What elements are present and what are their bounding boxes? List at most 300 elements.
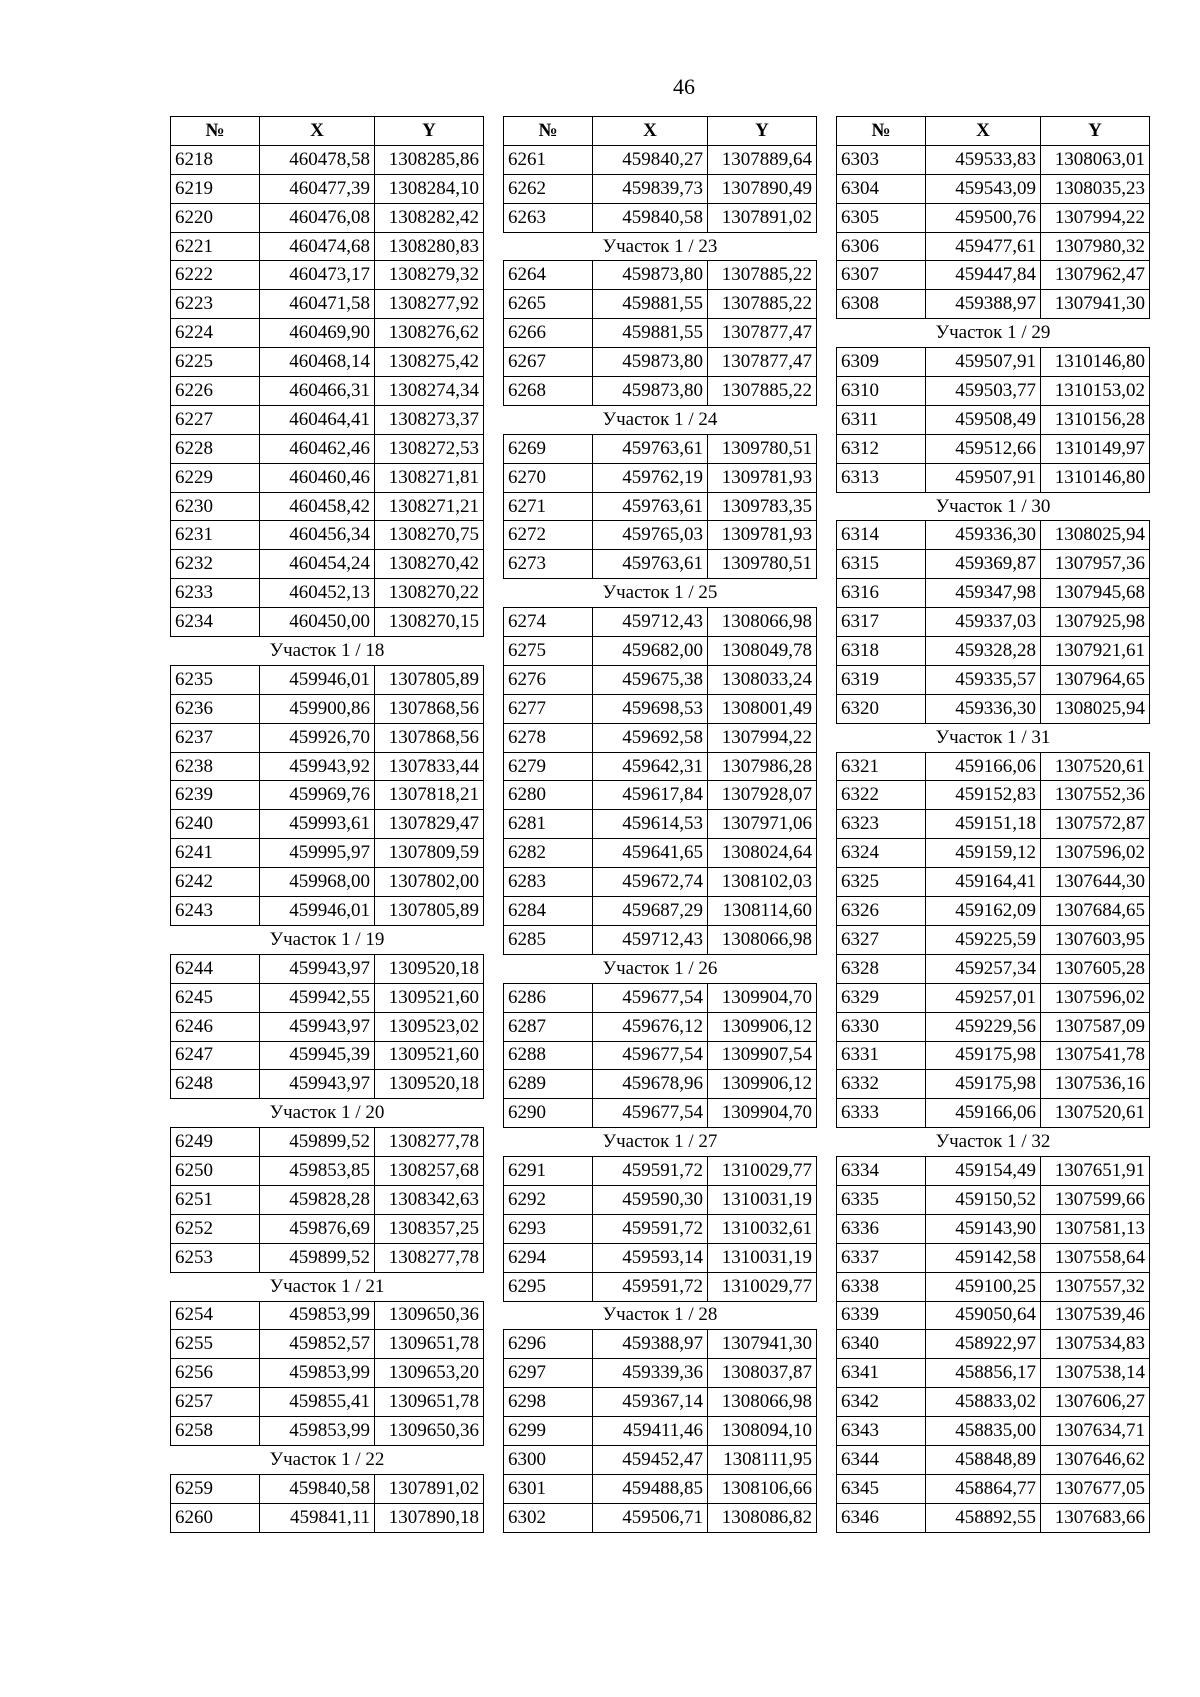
point-number: 6225 <box>171 348 260 377</box>
section-title: Участок 1 / 26 <box>504 954 817 983</box>
y-coordinate: 1307877,47 <box>708 319 817 348</box>
table-row <box>171 319 484 348</box>
table-row <box>171 550 484 579</box>
x-coordinate: 459763,61 <box>593 550 708 579</box>
y-coordinate: 1309650,36 <box>375 1301 484 1330</box>
table-row <box>504 1445 817 1474</box>
table-row <box>171 810 484 839</box>
y-coordinate: 1308357,25 <box>375 1214 484 1243</box>
y-coordinate: 1308066,98 <box>708 925 817 954</box>
y-coordinate: 1308037,87 <box>708 1359 817 1388</box>
x-coordinate: 459150,52 <box>926 1185 1041 1214</box>
x-coordinate: 459506,71 <box>593 1503 708 1532</box>
x-coordinate: 460460,46 <box>260 463 375 492</box>
point-number: 6322 <box>837 781 926 810</box>
table-row <box>171 897 484 926</box>
section-title: Участок 1 / 19 <box>171 925 484 954</box>
section-title: Участок 1 / 28 <box>504 1301 817 1330</box>
y-coordinate: 1307651,91 <box>1041 1157 1150 1186</box>
x-coordinate: 459543,09 <box>926 174 1041 203</box>
y-coordinate: 1307890,49 <box>708 174 817 203</box>
table-header-row <box>837 117 1150 146</box>
x-coordinate: 459175,98 <box>926 1041 1041 1070</box>
table-row <box>171 463 484 492</box>
point-number: 6303 <box>837 145 926 174</box>
x-coordinate: 459642,31 <box>593 752 708 781</box>
point-number: 6244 <box>171 954 260 983</box>
point-number: 6273 <box>504 550 593 579</box>
table-row <box>171 348 484 377</box>
x-coordinate: 459943,97 <box>260 954 375 983</box>
point-number: 6279 <box>504 752 593 781</box>
x-coordinate: 459900,86 <box>260 694 375 723</box>
table-row <box>504 723 817 752</box>
x-coordinate: 459162,09 <box>926 897 1041 926</box>
point-number: 6275 <box>504 637 593 666</box>
x-coordinate: 460469,90 <box>260 319 375 348</box>
x-coordinate: 459151,18 <box>926 810 1041 839</box>
y-coordinate: 1307683,66 <box>1041 1503 1150 1532</box>
table-row <box>171 1128 484 1157</box>
table-row <box>504 203 817 232</box>
table-row <box>171 174 484 203</box>
y-coordinate: 1307885,22 <box>708 290 817 319</box>
table-row <box>171 145 484 174</box>
point-number: 6278 <box>504 723 593 752</box>
y-coordinate: 1308271,21 <box>375 492 484 521</box>
x-coordinate: 459388,97 <box>926 290 1041 319</box>
table-row <box>171 434 484 463</box>
y-coordinate: 1309780,51 <box>708 550 817 579</box>
point-number: 6228 <box>171 434 260 463</box>
y-coordinate: 1310029,77 <box>708 1157 817 1186</box>
x-coordinate: 459328,28 <box>926 637 1041 666</box>
y-coordinate: 1307634,71 <box>1041 1417 1150 1446</box>
section-title: Участок 1 / 32 <box>837 1128 1150 1157</box>
table-row <box>504 145 817 174</box>
section-row <box>171 925 484 954</box>
y-coordinate: 1310146,80 <box>1041 463 1150 492</box>
y-coordinate: 1308066,98 <box>708 1388 817 1417</box>
point-number: 6301 <box>504 1474 593 1503</box>
section-row <box>504 232 817 261</box>
x-coordinate: 460477,39 <box>260 174 375 203</box>
table-row <box>837 1185 1150 1214</box>
point-number: 6316 <box>837 579 926 608</box>
point-number: 6237 <box>171 723 260 752</box>
x-coordinate: 460454,24 <box>260 550 375 579</box>
x-coordinate: 459687,29 <box>593 897 708 926</box>
y-coordinate: 1308284,10 <box>375 174 484 203</box>
point-number: 6282 <box>504 839 593 868</box>
section-title: Участок 1 / 30 <box>837 492 1150 521</box>
table-row <box>837 145 1150 174</box>
point-number: 6229 <box>171 463 260 492</box>
x-coordinate: 458864,77 <box>926 1474 1041 1503</box>
table-row <box>837 954 1150 983</box>
point-number: 6248 <box>171 1070 260 1099</box>
x-coordinate: 459841,11 <box>260 1503 375 1532</box>
y-coordinate: 1309651,78 <box>375 1330 484 1359</box>
point-number: 6233 <box>171 579 260 608</box>
x-coordinate: 459840,58 <box>593 203 708 232</box>
y-coordinate: 1310156,28 <box>1041 405 1150 434</box>
point-number: 6331 <box>837 1041 926 1070</box>
y-coordinate: 1309781,93 <box>708 521 817 550</box>
point-number: 6254 <box>171 1301 260 1330</box>
y-coordinate: 1308279,32 <box>375 261 484 290</box>
x-coordinate: 459946,01 <box>260 897 375 926</box>
section-row <box>837 319 1150 348</box>
y-coordinate: 1307945,68 <box>1041 579 1150 608</box>
point-number: 6276 <box>504 665 593 694</box>
table-row <box>837 608 1150 637</box>
y-coordinate: 1309904,70 <box>708 983 817 1012</box>
point-number: 6328 <box>837 954 926 983</box>
x-coordinate: 459692,58 <box>593 723 708 752</box>
x-coordinate: 459335,57 <box>926 665 1041 694</box>
y-coordinate: 1307986,28 <box>708 752 817 781</box>
table-row <box>837 868 1150 897</box>
x-coordinate: 458892,55 <box>926 1503 1041 1532</box>
section-title: Участок 1 / 31 <box>837 723 1150 752</box>
table-row <box>837 550 1150 579</box>
table-row <box>837 1330 1150 1359</box>
table-row <box>171 1214 484 1243</box>
section-title: Участок 1 / 24 <box>504 405 817 434</box>
x-coordinate: 459617,84 <box>593 781 708 810</box>
y-coordinate: 1308275,42 <box>375 348 484 377</box>
table-row <box>837 983 1150 1012</box>
y-coordinate: 1310032,61 <box>708 1214 817 1243</box>
point-number: 6341 <box>837 1359 926 1388</box>
y-coordinate: 1308257,68 <box>375 1157 484 1186</box>
y-coordinate: 1308033,24 <box>708 665 817 694</box>
section-title: Участок 1 / 18 <box>171 637 484 666</box>
table-row <box>504 1474 817 1503</box>
y-coordinate: 1307885,22 <box>708 377 817 406</box>
table-row <box>171 983 484 1012</box>
header-number: № <box>504 117 593 146</box>
y-coordinate: 1307539,46 <box>1041 1301 1150 1330</box>
section-row <box>837 1128 1150 1157</box>
point-number: 6345 <box>837 1474 926 1503</box>
x-coordinate: 459257,34 <box>926 954 1041 983</box>
y-coordinate: 1308114,60 <box>708 897 817 926</box>
x-coordinate: 459969,76 <box>260 781 375 810</box>
table-row <box>171 1243 484 1272</box>
point-number: 6343 <box>837 1417 926 1446</box>
x-coordinate: 459943,92 <box>260 752 375 781</box>
point-number: 6309 <box>837 348 926 377</box>
y-coordinate: 1307644,30 <box>1041 868 1150 897</box>
y-coordinate: 1307572,87 <box>1041 810 1150 839</box>
x-coordinate: 460466,31 <box>260 377 375 406</box>
table-row <box>504 839 817 868</box>
y-coordinate: 1308106,66 <box>708 1474 817 1503</box>
y-coordinate: 1308111,95 <box>708 1445 817 1474</box>
point-number: 6330 <box>837 1012 926 1041</box>
point-number: 6327 <box>837 925 926 954</box>
x-coordinate: 459946,01 <box>260 665 375 694</box>
x-coordinate: 459152,83 <box>926 781 1041 810</box>
table-row <box>504 665 817 694</box>
x-coordinate: 459143,90 <box>926 1214 1041 1243</box>
point-number: 6270 <box>504 463 593 492</box>
x-coordinate: 459765,03 <box>593 521 708 550</box>
header-number: № <box>837 117 926 146</box>
table-row <box>504 377 817 406</box>
x-coordinate: 459336,30 <box>926 521 1041 550</box>
table-row <box>504 261 817 290</box>
point-number: 6302 <box>504 1503 593 1532</box>
point-number: 6321 <box>837 752 926 781</box>
section-row <box>504 1128 817 1157</box>
table-row <box>171 1070 484 1099</box>
coordinates-table-left <box>170 116 484 1533</box>
point-number: 6281 <box>504 810 593 839</box>
table-row <box>504 1388 817 1417</box>
y-coordinate: 1307928,07 <box>708 781 817 810</box>
table-row <box>504 608 817 637</box>
x-coordinate: 459347,98 <box>926 579 1041 608</box>
table-row <box>837 1070 1150 1099</box>
y-coordinate: 1307971,06 <box>708 810 817 839</box>
x-coordinate: 459855,41 <box>260 1388 375 1417</box>
y-coordinate: 1307994,22 <box>1041 203 1150 232</box>
table-row <box>171 1359 484 1388</box>
table-row <box>171 781 484 810</box>
y-coordinate: 1307829,47 <box>375 810 484 839</box>
section-row <box>171 1272 484 1301</box>
table-row <box>504 463 817 492</box>
table-row <box>504 1070 817 1099</box>
y-coordinate: 1308277,92 <box>375 290 484 319</box>
point-number: 6266 <box>504 319 593 348</box>
table-row <box>504 290 817 319</box>
x-coordinate: 460474,68 <box>260 232 375 261</box>
section-row <box>504 954 817 983</box>
y-coordinate: 1308094,10 <box>708 1417 817 1446</box>
point-number: 6242 <box>171 868 260 897</box>
table-row <box>504 694 817 723</box>
table-row <box>504 348 817 377</box>
section-title: Участок 1 / 21 <box>171 1272 484 1301</box>
table-row <box>171 608 484 637</box>
table-row <box>171 203 484 232</box>
table-row <box>504 868 817 897</box>
table-row <box>171 665 484 694</box>
y-coordinate: 1307891,02 <box>708 203 817 232</box>
x-coordinate: 459336,30 <box>926 694 1041 723</box>
point-number: 6226 <box>171 377 260 406</box>
table-row <box>171 290 484 319</box>
x-coordinate: 459678,96 <box>593 1070 708 1099</box>
table-row <box>837 377 1150 406</box>
x-coordinate: 459853,85 <box>260 1157 375 1186</box>
x-coordinate: 459682,00 <box>593 637 708 666</box>
y-coordinate: 1307957,36 <box>1041 550 1150 579</box>
point-number: 6265 <box>504 290 593 319</box>
coordinates-table-middle <box>503 116 817 1533</box>
section-title: Участок 1 / 25 <box>504 579 817 608</box>
x-coordinate: 459677,54 <box>593 1099 708 1128</box>
y-coordinate: 1309520,18 <box>375 954 484 983</box>
y-coordinate: 1309907,54 <box>708 1041 817 1070</box>
section-title: Участок 1 / 20 <box>171 1099 484 1128</box>
y-coordinate: 1307868,56 <box>375 723 484 752</box>
table-row <box>171 752 484 781</box>
table-row <box>837 434 1150 463</box>
x-coordinate: 459447,84 <box>926 261 1041 290</box>
table-row <box>504 1012 817 1041</box>
point-number: 6338 <box>837 1272 926 1301</box>
x-coordinate: 459166,06 <box>926 1099 1041 1128</box>
point-number: 6334 <box>837 1157 926 1186</box>
x-coordinate: 459926,70 <box>260 723 375 752</box>
point-number: 6252 <box>171 1214 260 1243</box>
table-row <box>837 925 1150 954</box>
y-coordinate: 1309650,36 <box>375 1417 484 1446</box>
x-coordinate: 459943,97 <box>260 1070 375 1099</box>
y-coordinate: 1309521,60 <box>375 1041 484 1070</box>
table-row <box>504 1214 817 1243</box>
y-coordinate: 1310153,02 <box>1041 377 1150 406</box>
table-row <box>837 1503 1150 1532</box>
header-y: Y <box>375 117 484 146</box>
x-coordinate: 459899,52 <box>260 1243 375 1272</box>
point-number: 6220 <box>171 203 260 232</box>
x-coordinate: 458848,89 <box>926 1445 1041 1474</box>
y-coordinate: 1307534,83 <box>1041 1330 1150 1359</box>
y-coordinate: 1307536,16 <box>1041 1070 1150 1099</box>
y-coordinate: 1308086,82 <box>708 1503 817 1532</box>
point-number: 6324 <box>837 839 926 868</box>
table-row <box>171 1185 484 1214</box>
y-coordinate: 1307877,47 <box>708 348 817 377</box>
x-coordinate: 459712,43 <box>593 925 708 954</box>
table-row <box>837 1272 1150 1301</box>
point-number: 6253 <box>171 1243 260 1272</box>
y-coordinate: 1309906,12 <box>708 1070 817 1099</box>
y-coordinate: 1308282,42 <box>375 203 484 232</box>
y-coordinate: 1307890,18 <box>375 1503 484 1532</box>
x-coordinate: 459677,54 <box>593 983 708 1012</box>
point-number: 6230 <box>171 492 260 521</box>
y-coordinate: 1307964,65 <box>1041 665 1150 694</box>
x-coordinate: 458835,00 <box>926 1417 1041 1446</box>
x-coordinate: 459881,55 <box>593 290 708 319</box>
y-coordinate: 1307921,61 <box>1041 637 1150 666</box>
y-coordinate: 1308025,94 <box>1041 521 1150 550</box>
table-row <box>837 897 1150 926</box>
x-coordinate: 459873,80 <box>593 261 708 290</box>
table-row <box>837 694 1150 723</box>
point-number: 6234 <box>171 608 260 637</box>
point-number: 6320 <box>837 694 926 723</box>
table-row <box>837 203 1150 232</box>
x-coordinate: 459852,57 <box>260 1330 375 1359</box>
header-y: Y <box>708 117 817 146</box>
point-number: 6231 <box>171 521 260 550</box>
point-number: 6249 <box>171 1128 260 1157</box>
point-number: 6268 <box>504 377 593 406</box>
point-number: 6257 <box>171 1388 260 1417</box>
x-coordinate: 459853,99 <box>260 1301 375 1330</box>
point-number: 6267 <box>504 348 593 377</box>
point-number: 6243 <box>171 897 260 926</box>
y-coordinate: 1308276,62 <box>375 319 484 348</box>
y-coordinate: 1309780,51 <box>708 434 817 463</box>
table-row <box>504 781 817 810</box>
y-coordinate: 1307818,21 <box>375 781 484 810</box>
x-coordinate: 459175,98 <box>926 1070 1041 1099</box>
point-number: 6256 <box>171 1359 260 1388</box>
point-number: 6310 <box>837 377 926 406</box>
x-coordinate: 459853,99 <box>260 1359 375 1388</box>
point-number: 6336 <box>837 1214 926 1243</box>
y-coordinate: 1310031,19 <box>708 1243 817 1272</box>
table-row <box>504 897 817 926</box>
y-coordinate: 1307599,66 <box>1041 1185 1150 1214</box>
point-number: 6241 <box>171 839 260 868</box>
point-number: 6332 <box>837 1070 926 1099</box>
table-row <box>171 521 484 550</box>
point-number: 6272 <box>504 521 593 550</box>
y-coordinate: 1310029,77 <box>708 1272 817 1301</box>
x-coordinate: 459839,73 <box>593 174 708 203</box>
header-y: Y <box>1041 117 1150 146</box>
header-x: X <box>926 117 1041 146</box>
y-coordinate: 1307891,02 <box>375 1474 484 1503</box>
y-coordinate: 1308273,37 <box>375 405 484 434</box>
y-coordinate: 1308280,83 <box>375 232 484 261</box>
y-coordinate: 1307558,64 <box>1041 1243 1150 1272</box>
x-coordinate: 459508,49 <box>926 405 1041 434</box>
table-row <box>171 1012 484 1041</box>
point-number: 6307 <box>837 261 926 290</box>
x-coordinate: 459675,38 <box>593 665 708 694</box>
point-number: 6290 <box>504 1099 593 1128</box>
table-row <box>837 665 1150 694</box>
y-coordinate: 1308001,49 <box>708 694 817 723</box>
table-header-row <box>171 117 484 146</box>
x-coordinate: 459591,72 <box>593 1214 708 1243</box>
y-coordinate: 1308285,86 <box>375 145 484 174</box>
y-coordinate: 1307684,65 <box>1041 897 1150 926</box>
section-row <box>171 1099 484 1128</box>
table-row <box>171 492 484 521</box>
table-row <box>837 1012 1150 1041</box>
table-row <box>504 1041 817 1070</box>
point-number: 6342 <box>837 1388 926 1417</box>
x-coordinate: 459367,14 <box>593 1388 708 1417</box>
table-row <box>837 1214 1150 1243</box>
x-coordinate: 459876,69 <box>260 1214 375 1243</box>
y-coordinate: 1307596,02 <box>1041 983 1150 1012</box>
point-number: 6314 <box>837 521 926 550</box>
point-number: 6236 <box>171 694 260 723</box>
x-coordinate: 459591,72 <box>593 1272 708 1301</box>
table-row <box>504 174 817 203</box>
table-row <box>171 1388 484 1417</box>
table-row <box>171 1417 484 1446</box>
y-coordinate: 1309781,93 <box>708 463 817 492</box>
section-row <box>837 492 1150 521</box>
point-number: 6235 <box>171 665 260 694</box>
y-coordinate: 1308024,64 <box>708 839 817 868</box>
y-coordinate: 1308270,15 <box>375 608 484 637</box>
